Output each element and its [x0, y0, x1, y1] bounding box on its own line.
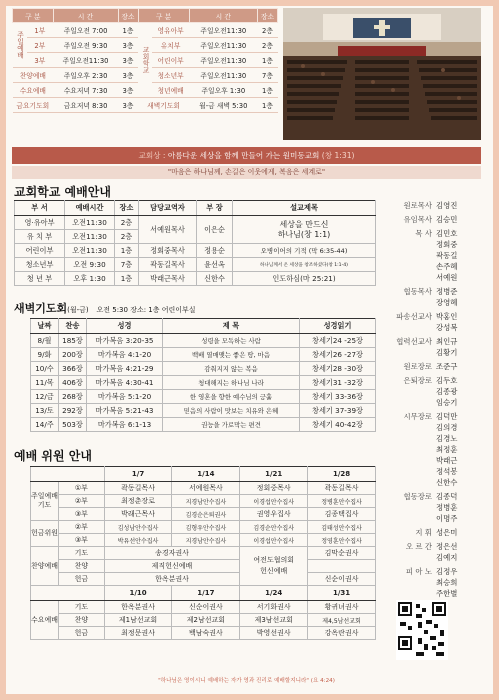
sunday-label: 주일예배	[31, 492, 59, 500]
staff-name: 임승기	[436, 398, 458, 407]
service-label: 2부	[27, 38, 54, 53]
staff-name: 장영혜	[436, 298, 458, 307]
sermon-cell: 하나님께서 온 세상을 창조하셨다(창 1:1-4)	[233, 258, 376, 272]
staff-name: 최정훈	[436, 445, 458, 454]
service-place: 3층	[118, 68, 138, 83]
committee-cell: 백남숙권사	[172, 627, 240, 640]
sunday-worship-label: 주일예배	[13, 23, 27, 68]
col-header: 부 장	[197, 201, 233, 216]
dawn-cell: 권능을 가로막는 편견	[163, 418, 300, 432]
staff-role: 협동장로	[403, 492, 432, 501]
service-label: 새벽기도회	[138, 98, 189, 113]
dawn-cell: 마가복음 5:1-20	[87, 390, 163, 404]
service-place: 3층	[118, 98, 138, 113]
staff-names	[436, 286, 486, 308]
dawn-cell: 12/금	[31, 390, 59, 404]
header-time: 시 간	[53, 9, 118, 23]
service-label: 청소년부	[152, 68, 189, 83]
dawn-cell: 믿음의 사람이 맛보는 치유와 은혜	[163, 404, 300, 418]
dawn-row	[31, 362, 376, 376]
staff-role: 원로목사	[403, 201, 432, 210]
dawn-cell: 8/월	[31, 334, 59, 348]
part-cell: ①부	[59, 482, 105, 495]
committee-cell: 정회중목사	[240, 482, 308, 495]
col-header: 장소	[115, 201, 139, 216]
staff-names	[436, 541, 486, 563]
service-place: 3층	[118, 53, 138, 68]
service-label: 어린이부	[152, 53, 189, 68]
place-cell: 1층	[115, 244, 139, 258]
dawn-cell: 366장	[59, 362, 87, 376]
service-time: 수요저녁 7:30	[53, 83, 118, 98]
banner-text: 아름다운 세상을 함께 만들어 가는 원미동교회	[167, 151, 320, 160]
head-cell: 이은순	[197, 216, 233, 244]
staff-role: 협동목사	[403, 287, 432, 296]
committee-cell: 김태성안수집사	[308, 521, 376, 534]
staff-names	[436, 228, 486, 283]
church-vision-banner	[12, 147, 481, 164]
part-cell: ③부	[59, 508, 105, 521]
committee-cell: 최정문권사	[104, 627, 172, 640]
service-place: 1층	[257, 53, 277, 68]
dawn-cell: 마가복음 4:1-20	[87, 348, 163, 362]
offering-label: 헌금위원	[31, 521, 59, 547]
sermon-cell: 오병이어의 기적 (막 6:35-44)	[233, 244, 376, 258]
school-section-title: 교회학교 예배안내	[14, 185, 111, 199]
dawn-cell: 503장	[59, 418, 87, 432]
service-place: 1층	[118, 23, 138, 38]
time-cell: 오전11:30	[65, 216, 115, 230]
dawn-row	[31, 348, 376, 362]
committee-cell: 지경남안수집사	[172, 534, 240, 547]
committee-cell: 송경자권사	[104, 547, 240, 560]
dawn-cell: 창세기26 -27장	[300, 348, 376, 362]
staff-name: 이명주	[436, 514, 458, 523]
staff-name: 정병준	[436, 287, 458, 296]
staff-name: 곽동길	[436, 251, 458, 260]
dawn-cell: 마가복음 5:21-43	[87, 404, 163, 418]
sunday-prayer-label	[31, 482, 59, 521]
praise-merged-cell	[240, 547, 308, 586]
staff-name: 강성복	[436, 323, 458, 332]
committee-cell: 정영훈안수집사	[308, 534, 376, 547]
wed-label: 수요예배	[31, 601, 59, 640]
dawn-cell: 292장	[59, 404, 87, 418]
date-header: 1/31	[308, 586, 376, 601]
footer-verse: "하나님은 영이시니 예배하는 자가 영과 진리로 예배할지니라" (요 4:24)	[158, 678, 335, 684]
staff-name: 김종광	[436, 387, 458, 396]
praise-label: 찬양예배	[31, 547, 59, 586]
committee-cell: 제직헌신예배	[104, 560, 240, 573]
committee-cell: 김경순은퇴권사	[172, 508, 240, 521]
staff-name: 정회중	[436, 240, 458, 249]
staff-names	[436, 200, 486, 211]
committee-cell: 정병훈안수집사	[308, 495, 376, 508]
staff-name: 김종덕	[436, 492, 458, 501]
church-school-label: 교회학교	[138, 23, 152, 98]
sermon-line: 하나님(창 1:1)	[277, 229, 331, 239]
service-time: 주일오전11:30	[189, 38, 257, 53]
staff-names	[436, 214, 486, 225]
staff-row	[380, 286, 486, 308]
part-cell: ③부	[59, 534, 105, 547]
staff-name: 김승민	[436, 215, 458, 224]
dawn-cell: 마가복음 6:1-13	[87, 418, 163, 432]
service-time: 주일오후 2:30	[53, 68, 118, 83]
corner-cell	[31, 586, 105, 601]
header-place-2: 장소	[257, 9, 277, 23]
dawn-table	[30, 318, 376, 432]
staff-name: 주한별	[436, 589, 458, 598]
dawn-cell: 청대해지는 하나님 나라	[163, 376, 300, 390]
service-time: 주일오전11:30	[189, 23, 257, 38]
dept-cell: 청소년부	[15, 258, 65, 272]
place-cell: 2층	[115, 216, 139, 230]
dawn-row	[31, 404, 376, 418]
dawn-note: 오전 5:30 장소: 1층 어린이부실	[96, 306, 196, 314]
pastor-cell: 정회중목사	[139, 244, 197, 258]
time-cell: 오후 1:30	[65, 272, 115, 286]
committee-cell: 한옥분권사	[104, 573, 240, 586]
committee-cell	[308, 560, 376, 573]
dawn-row	[31, 334, 376, 348]
dawn-cell: 창세기 40-42장	[300, 418, 376, 432]
staff-role: 지 휘	[415, 528, 432, 537]
staff-role: 시무장로	[403, 412, 432, 421]
staff-row	[380, 336, 486, 358]
col-header: 성경읽기	[300, 319, 376, 334]
staff-name: 김두호	[436, 376, 458, 385]
time-cell: 오전 9:30	[65, 258, 115, 272]
service-label: 금요기도회	[13, 98, 54, 113]
staff-name: 박래근	[436, 456, 458, 465]
staff-row	[380, 541, 486, 563]
committee-cell: 제4,5남선교회	[308, 614, 376, 627]
dept-cell: 영·유아부	[15, 216, 65, 230]
dawn-row	[31, 376, 376, 390]
date-header: 1/17	[172, 586, 240, 601]
service-label: 수요예배	[13, 83, 54, 98]
service-time: 주일오전11:30	[53, 53, 118, 68]
staff-name: 김정우	[436, 567, 458, 576]
prayer-label: 기도	[37, 501, 52, 509]
col-header: 제 목	[163, 319, 300, 334]
service-label: 청년예배	[152, 83, 189, 98]
committee-cell: 지경남안수집사	[172, 495, 240, 508]
committee-cell: 김형우안수집사	[172, 521, 240, 534]
service-place: 3층	[118, 38, 138, 53]
head-cell: 신한수	[197, 272, 233, 286]
part-cell: 찬양	[59, 614, 105, 627]
service-time: 주일오전11:30	[189, 68, 257, 83]
committee-cell: 최정춘장로	[104, 495, 172, 508]
dawn-cell: 13/토	[31, 404, 59, 418]
dawn-cell: 406장	[59, 376, 87, 390]
col-header: 예배시간	[65, 201, 115, 216]
committee-cell: 제2남선교회	[172, 614, 240, 627]
staff-role: 은퇴장로	[403, 376, 432, 385]
banner-label: 교회상 :	[138, 151, 166, 160]
school-table	[14, 200, 376, 286]
pastor-cell: 곽동길목사	[139, 258, 197, 272]
committee-cell: 김경순안수집사	[240, 521, 308, 534]
staff-role: 협력선교사	[396, 337, 432, 346]
committee-cell: 권영우집사	[240, 508, 308, 521]
dawn-row	[31, 390, 376, 404]
dawn-cell: 마가복음 4:21-29	[87, 362, 163, 376]
date-header: 1/7	[104, 467, 172, 482]
place-cell: 7층	[115, 258, 139, 272]
staff-row	[380, 311, 486, 333]
col-header: 날짜	[31, 319, 59, 334]
service-label: 찬양예배	[13, 68, 54, 83]
header-place: 장소	[118, 9, 138, 23]
sermon-line: 세상을 만드신	[279, 219, 329, 229]
staff-name: 정은선	[436, 542, 458, 551]
staff-row	[380, 491, 486, 524]
service-label: 유치부	[152, 38, 189, 53]
place-cell: 2층	[115, 230, 139, 244]
service-time: 주일오전 7:00	[53, 23, 118, 38]
committee-table	[30, 466, 376, 640]
head-cell: 정용순	[197, 244, 233, 258]
staff-names	[436, 527, 486, 538]
staff-names	[436, 361, 486, 372]
staff-name: 최인규	[436, 337, 458, 346]
staff-names	[436, 336, 486, 358]
staff-row	[380, 214, 486, 225]
staff-name: 서예원	[436, 273, 458, 282]
committee-cell: 황귀녀권사	[308, 601, 376, 614]
part-cell: 기도	[59, 547, 105, 560]
committee-cell: 김막순권사	[308, 547, 376, 560]
committee-cell: 곽동길목사	[308, 482, 376, 495]
staff-role: 파송선교사	[396, 312, 432, 321]
committee-cell: 제3남선교회	[240, 614, 308, 627]
dawn-title: 새벽기도회	[14, 302, 68, 315]
dept-cell: 유 치 부	[15, 230, 65, 244]
service-schedule-table	[12, 8, 278, 113]
committee-cell: 신순이권사	[172, 601, 240, 614]
staff-role: 오 르 간	[405, 542, 432, 551]
dawn-row	[31, 418, 376, 432]
service-time: 월-금 새벽 5:30	[189, 98, 257, 113]
header-time-2: 시 간	[189, 9, 257, 23]
service-time: 주일오전11:30	[189, 53, 257, 68]
staff-row	[380, 228, 486, 283]
staff-name: 김예지	[436, 553, 458, 562]
staff-name: 성은미	[436, 528, 458, 537]
place-cell: 1층	[115, 272, 139, 286]
dept-cell: 어린이부	[15, 244, 65, 258]
staff-row	[380, 566, 486, 599]
staff-role: 피 아 노	[405, 567, 432, 576]
service-place: 1층	[257, 83, 277, 98]
sanctuary-photo	[283, 8, 481, 140]
service-place: 2층	[257, 23, 277, 38]
committee-cell: 한옥분권사	[104, 601, 172, 614]
staff-name: 박홍인	[436, 312, 458, 321]
staff-name: 김영진	[436, 201, 458, 210]
qr-code-icon	[396, 600, 448, 660]
dawn-cell: 창세기24 -25장	[300, 334, 376, 348]
dawn-cell: 한 영혼을 향한 예수님의 긍휼	[163, 390, 300, 404]
dawn-cell: 185장	[59, 334, 87, 348]
dawn-cell: 10/수	[31, 362, 59, 376]
staff-list	[380, 200, 486, 602]
service-time: 주일오전 9:30	[53, 38, 118, 53]
church-motto: "마음은 하나님께, 손길은 이웃에게, 복음은 세계로"	[12, 166, 481, 179]
staff-name: 최승희	[436, 578, 458, 587]
dawn-title-sub: (월-금)	[67, 306, 89, 314]
staff-name: 정석봉	[436, 467, 458, 476]
dawn-cell: 마가복음 3:20-35	[87, 334, 163, 348]
committee-cell: 박래근목사	[104, 508, 172, 521]
pastor-cell: 박래근목사	[139, 272, 197, 286]
staff-name: 신한수	[436, 478, 458, 487]
head-cell: 윤선옥	[197, 258, 233, 272]
dawn-cell: 마가복음 4:30-41	[87, 376, 163, 390]
staff-row	[380, 361, 486, 372]
staff-names	[436, 411, 486, 488]
staff-role: 목 사	[415, 229, 432, 238]
banner-ref: (창 1:31)	[321, 151, 355, 160]
dawn-cell: 창세기 33-36장	[300, 390, 376, 404]
date-header: 1/24	[240, 586, 308, 601]
staff-name: 정병훈	[436, 503, 458, 512]
committee-cell: 제1남선교회	[104, 614, 172, 627]
staff-name: 김의경	[436, 423, 458, 432]
dawn-cell: 창세기28 -30장	[300, 362, 376, 376]
date-header: 1/21	[240, 467, 308, 482]
part-cell: 기도	[59, 601, 105, 614]
sermon-cell: 인도하심(마 25:21)	[233, 272, 376, 286]
dept-cell: 청 년 부	[15, 272, 65, 286]
dawn-cell: 200장	[59, 348, 87, 362]
staff-row	[380, 200, 486, 211]
committee-cell: 김종택집사	[308, 508, 376, 521]
committee-cell: 박유선안수집사	[104, 534, 172, 547]
committee-cell: 곽동길목사	[104, 482, 172, 495]
committee-cell: 신순이권사	[308, 573, 376, 586]
staff-name: 김경노	[436, 434, 458, 443]
dawn-section-title	[14, 300, 196, 316]
committee-cell: 이경섭안수집사	[240, 534, 308, 547]
staff-role: 유임목사	[403, 215, 432, 224]
dawn-cell: 11/목	[31, 376, 59, 390]
committee-cell: 서기화권사	[240, 601, 308, 614]
service-place: 1층	[257, 98, 277, 113]
committee-cell: 이경섭안수집사	[240, 495, 308, 508]
part-cell: ②부	[59, 495, 105, 508]
sermon-cell	[233, 216, 376, 244]
dawn-cell: 창세기31 -32장	[300, 376, 376, 390]
col-header: 부 서	[15, 201, 65, 216]
dawn-cell: 백배 열매맺는 좋은 땅, 마음	[163, 348, 300, 362]
dawn-cell: 14/주	[31, 418, 59, 432]
service-label: 영유아부	[152, 23, 189, 38]
staff-names	[436, 566, 486, 599]
staff-names	[436, 375, 486, 408]
col-header: 설교제목	[233, 201, 376, 216]
date-header: 1/28	[308, 467, 376, 482]
staff-name: 김황기	[436, 348, 458, 357]
service-label: 3부	[27, 53, 54, 68]
staff-names	[436, 311, 486, 333]
service-place: 7층	[257, 68, 277, 83]
dawn-cell: 9/화	[31, 348, 59, 362]
service-label: 1부	[27, 23, 54, 38]
date-header: 1/14	[172, 467, 240, 482]
part-cell: 헌금	[59, 627, 105, 640]
committee-section-title: 예배 위원 안내	[14, 449, 92, 463]
staff-names	[436, 491, 486, 524]
staff-role: 원로장로	[403, 362, 432, 371]
pastor-cell: 서예원목사	[139, 216, 197, 244]
service-time: 주일오후 1:30	[189, 83, 257, 98]
committee-cell: 박영선권사	[240, 627, 308, 640]
corner-cell	[31, 467, 105, 482]
service-time: 금요저녁 8:30	[53, 98, 118, 113]
col-header: 성경	[87, 319, 163, 334]
dawn-cell: 성령을 모독하는 사람	[163, 334, 300, 348]
dawn-cell: 감춰지지 않는 복음	[163, 362, 300, 376]
part-cell: ②부	[59, 521, 105, 534]
header-division-2: 구 분	[138, 9, 189, 23]
header-division: 구 분	[13, 9, 54, 23]
service-place: 3층	[118, 83, 138, 98]
staff-row	[380, 411, 486, 488]
committee-cell: 서예원목사	[172, 482, 240, 495]
col-header: 담당교역자	[139, 201, 197, 216]
col-header: 찬송	[59, 319, 87, 334]
dawn-cell: 268장	[59, 390, 87, 404]
staff-row	[380, 527, 486, 538]
staff-name: 김덕만	[436, 412, 458, 421]
committee-cell: 강옥란권사	[308, 627, 376, 640]
staff-name: 손주혜	[436, 262, 458, 271]
staff-name: 김민호	[436, 229, 458, 238]
part-cell: 헌금	[59, 573, 105, 586]
service-place: 2층	[257, 38, 277, 53]
date-header: 1/10	[104, 586, 172, 601]
dawn-cell: 창세기 37-39장	[300, 404, 376, 418]
staff-name: 조준구	[436, 362, 458, 371]
merged-line: 헌신예배	[260, 567, 288, 575]
time-cell: 오전11:30	[65, 244, 115, 258]
time-cell: 오전11:30	[65, 230, 115, 244]
committee-cell: 김성남안수집사	[104, 521, 172, 534]
merged-line: 여전도협의회	[253, 556, 294, 564]
part-cell: 찬양	[59, 560, 105, 573]
staff-row	[380, 375, 486, 408]
